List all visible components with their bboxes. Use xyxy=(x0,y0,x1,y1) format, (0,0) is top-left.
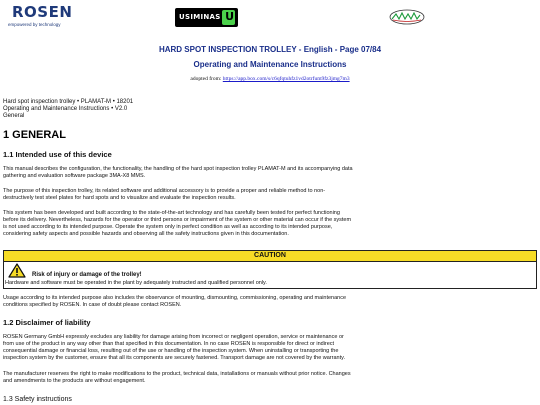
intended-use-heading: 1.1 Intended use of this device xyxy=(3,150,112,159)
usiminas-logo xyxy=(175,8,238,27)
text-line: and amendments to the products are without engagement. xyxy=(3,378,146,384)
text-line: is not used according to its intended purpose. Operate the system only in perfect condition as well as according to its intended purpose, xyxy=(3,224,333,230)
partner-logo-icon xyxy=(387,8,427,26)
document-title: HARD SPOT INSPECTION TROLLEY - English - Page 07/84 xyxy=(158,45,382,54)
adopted-prefix: adopted from: xyxy=(190,76,222,82)
usiminas-u-glyph: U xyxy=(225,10,234,23)
safety-instructions-heading: 1.3 Safety instructions xyxy=(3,396,72,403)
meta-line: Operating and Maintenance Instructions • V2.0 xyxy=(3,106,128,112)
text-line: The manufacturer reserves the right to make modifications to the product, technical data, installations or manuals without prior notice. Changes xyxy=(3,371,351,377)
document-meta xyxy=(3,99,133,120)
meta-line: Hard spot inspection trolley • PLAMAT-M • 18201 xyxy=(3,99,134,105)
rosen-logo-tagline: empowered by technology xyxy=(8,22,61,27)
text-line: The purpose of this inspection trolley, its related software and additional accessory is to provide a proper and reliable method to non- xyxy=(3,188,326,194)
rosen-logo xyxy=(4,3,74,29)
document-subtitle: Operating and Maintenance Instructions xyxy=(193,60,347,69)
text-line: consequential damage or financial loss, resulting out of the use or handling of the inspection system. When uninstalling or transporting the xyxy=(3,348,339,354)
text-line: before its delivery. Nevertheless, hazards for the operator or third persons or impairment of the system or other material can occur if the system xyxy=(3,217,352,223)
disclaimer-paragraph-1 xyxy=(3,334,537,362)
intended-use-paragraph-3 xyxy=(3,210,537,238)
adopted-source-link[interactable]: https://app.box.com/s/c6qfqtuhfz1vd2otrfum9fz3jmg7m3 xyxy=(222,76,350,82)
text-line: Usage according to its intended purpose also includes the observance of mounting, dismounting, commissioning, operating and maintenance xyxy=(3,295,347,301)
text-line: considering safety aspects and possible hazards and observing all the safety instructions given in this documentation. xyxy=(3,231,289,237)
disclaimer-heading: 1.2 Disclaimer of liability xyxy=(3,318,91,327)
caution-instruction-text: Hardware and software must be operated in the plant by adequately instructed and qualified personnel only. xyxy=(5,280,267,286)
meta-line: General xyxy=(3,113,25,119)
caution-box xyxy=(3,250,537,289)
text-line: destructively test steel plates for hard spots and to visualize and evaluate the inspection results. xyxy=(3,195,236,201)
text-line: ROSEN Germany GmbH expressly excludes any liability for damage arising from incorrect or negligent operation, service or maintenance or xyxy=(3,334,344,340)
intended-use-paragraph-2 xyxy=(3,188,537,202)
disclaimer-paragraph-2 xyxy=(3,371,537,385)
text-line: gathering and evaluation software package 3MA-X8 MMS. xyxy=(3,173,146,179)
caution-label: CAUTION xyxy=(4,251,536,262)
usiminas-logo-word: USIMINAS xyxy=(179,13,221,21)
adopted-from-line xyxy=(0,76,540,82)
text-line: This system has been developed and built according to the state-of-the-art technology and has carefully been tested for perfect functioning xyxy=(3,210,340,216)
text-line: This manual describes the configuration, the functionality, the handling of the hard spot inspection trolley PLAMAT-M and its accompanying data xyxy=(3,166,353,172)
warning-triangle-icon xyxy=(8,263,26,278)
text-line: inspection system by the customer, ensure that all its components are securely fastened. Transport damage are not covered by the warranty. xyxy=(3,355,345,361)
intended-use-paragraph-1 xyxy=(3,166,537,180)
caution-risk-text: Risk of injury or damage of the trolley! xyxy=(32,272,142,278)
text-line: conditions specified by ROSEN. In case of doubt please contact ROSEN. xyxy=(3,302,182,308)
rosen-logo-word: ROSEN xyxy=(12,3,73,21)
text-line: from use of the product in any way other than that specified in this documentation. In no case ROSEN is responsible for direct or indirect xyxy=(3,341,335,347)
intended-use-paragraph-4 xyxy=(3,295,537,309)
section-heading: 1 GENERAL xyxy=(3,129,66,141)
